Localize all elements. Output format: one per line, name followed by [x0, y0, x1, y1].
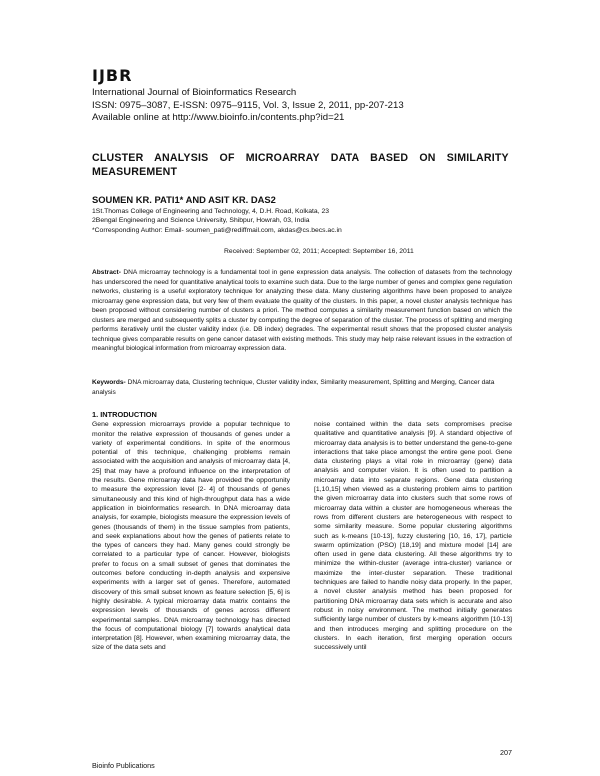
section-heading: 1. INTRODUCTION — [92, 410, 157, 419]
left-column-text: Gene expression microarrays provide a popular technique to monitor the relative expression of thousands of genes under a variety of experimental conditions. In spite of the enormous potential of this technique, challenging problems remain associated with the acquisition and analysis of microarray data [4, 25] that may have a profound influence on the interpretation of the results. Gene microarray data have provided the opportunity to measure the expression level [2- 4] of thousands of genes simultaneously and this kind of high-throughput data has a wide application in bioinformatics research. In DNA microarray data analysis, for example, biologists measure the expression levels of genes (thousands of them) in the tissue samples from patients, and seek explanations about how the genes of patients relate to the types of cancers they had. Many genes could strongly be correlated to a particular type of cancer. However, biologists prefer to focus on a small subset of genes that dominates the outcomes before conducting in-depth analysis and expensive experiments with a larger set of genes. Therefore, automated discovery of this small subset known as feature selection [5, 6] is highly desirable. A typical microarray data matrix contains the expression levels of thousands of genes across different experimental samples. DNA microarray technology has directed the focus of computational biology [7] towards analytical data interpretation [8]. However, when examining microarray data, the size of the data sets and — [92, 421, 290, 652]
journal-logo: IJBR — [92, 66, 133, 85]
affiliation-1: 1St.Thomas College of Engineering and Technology, 4, D.H. Road, Kolkata, 23 — [92, 208, 330, 215]
keywords-label: Keywords- — [92, 379, 126, 386]
journal-info — [92, 87, 404, 125]
keywords — [92, 378, 512, 397]
corresponding-author: *Corresponding Author: Email- soumen_pati@rediffmail.com, akdas@cs.becs.ac.in — [92, 226, 342, 234]
affiliation-2: 2Bengal Engineering and Science University, Shibpur, Howrah, 03, India — [92, 217, 310, 225]
abstract — [92, 268, 512, 354]
body-left-column — [92, 410, 290, 653]
article-title: CLUSTER ANALYSIS OF MICROARRAY DATA BASED ON SIMILARITY MEASUREMENT — [92, 152, 509, 178]
online-line: Available online at http://www.bioinfo.in/contents.php?id=21 — [92, 112, 345, 124]
article-authors: SOUMEN KR. PATI1* AND ASIT KR. DAS2 — [92, 194, 276, 205]
page-number: 207 — [500, 748, 512, 757]
right-column-text: noise contained within the data sets compromises precise qualitative and quantitative analysis [9]. A standard objective of microarray data analysis is to better understand the gene-to-gene interactions that take place amongst the entire gene pool. Gene data clustering plays a vital role in microarray (gene) data analysis and computer vision. It is often used to partition a microarray data into separate regions. Gene data clustering [1,10,15] when viewed as a clustering problem aims to partition the given microarray data into clusters such that some rows of microarray data within a cluster are homogeneous whereas the rows from different clusters are heterogeneous with respect to some similarity measure. Some popular clustering algorithms such as k-means [10-13], fuzzy clustering [10, 16, 17], particle swarm optimization (PSO) [18,19] and mixture model [14] are often used in gene data clustering. All these algorithms try to minimize the within-cluster (average intra-cluster) variance or maximize the inter-cluster separation. These traditional techniques are failed to handle noisy data properly. In the paper, a novel cluster analysis method has been proposed for partitioning DNA microarray data sets which is accurate and also robust in noisy environment. The method initially generates sufficiently large number of clusters by k-means algorithm [10-13] and then introduces merging and splitting procedure on the clusters. In each iteration, first merging operation occurs successively until — [314, 421, 512, 652]
abstract-label: Abstract- — [92, 269, 121, 276]
affiliations — [92, 207, 342, 235]
issn-line: ISSN: 0975–3087, E-ISSN: 0975–9115, Vol. 3, Issue 2, 2011, pp-207-213 — [92, 99, 404, 111]
journal-name: International Journal of Bioinformatics Research — [92, 87, 297, 98]
keywords-text: DNA microarray data, Clustering technique, Cluster validity index, Similarity measurement, Splitting and Merging, Cancer data analysis — [92, 379, 495, 396]
abstract-text: DNA microarray technology is a fundamental tool in gene expression data analysis. The collection of datasets from the technology has underscored the need for quantitative analytical tools to examine such data. Due to the large number of genes and complex gene regulation networks, clustering is a useful exploratory technique for analyzing these data. Many clustering algorithms have been proposed to analyze microarray gene expression data, but very few of them evaluate the quality of the clusters. In this paper, a novel cluster analysis technique has been proposed without considering number of clusters a priori. The method computes a similarity measurement function based on which the clusters are merged and subsequently splits a cluster by computing the degree of separation of the cluster. The process of splitting and merging performs iteratively until the cluster validity index (i.e. DB index) degrades. The experimental result shows that the proposed cluster analysis technique gives comparable results on gene cancer dataset with existing methods. This study may help raise relevant issues in the extraction of meaningful biological information from microarray expression data. — [92, 269, 512, 352]
received-dates: Received: September 02, 2011; Accepted: September 16, 2011 — [224, 248, 414, 255]
publisher-footer: Bioinfo Publications — [92, 761, 155, 770]
body-right-column — [314, 420, 512, 652]
